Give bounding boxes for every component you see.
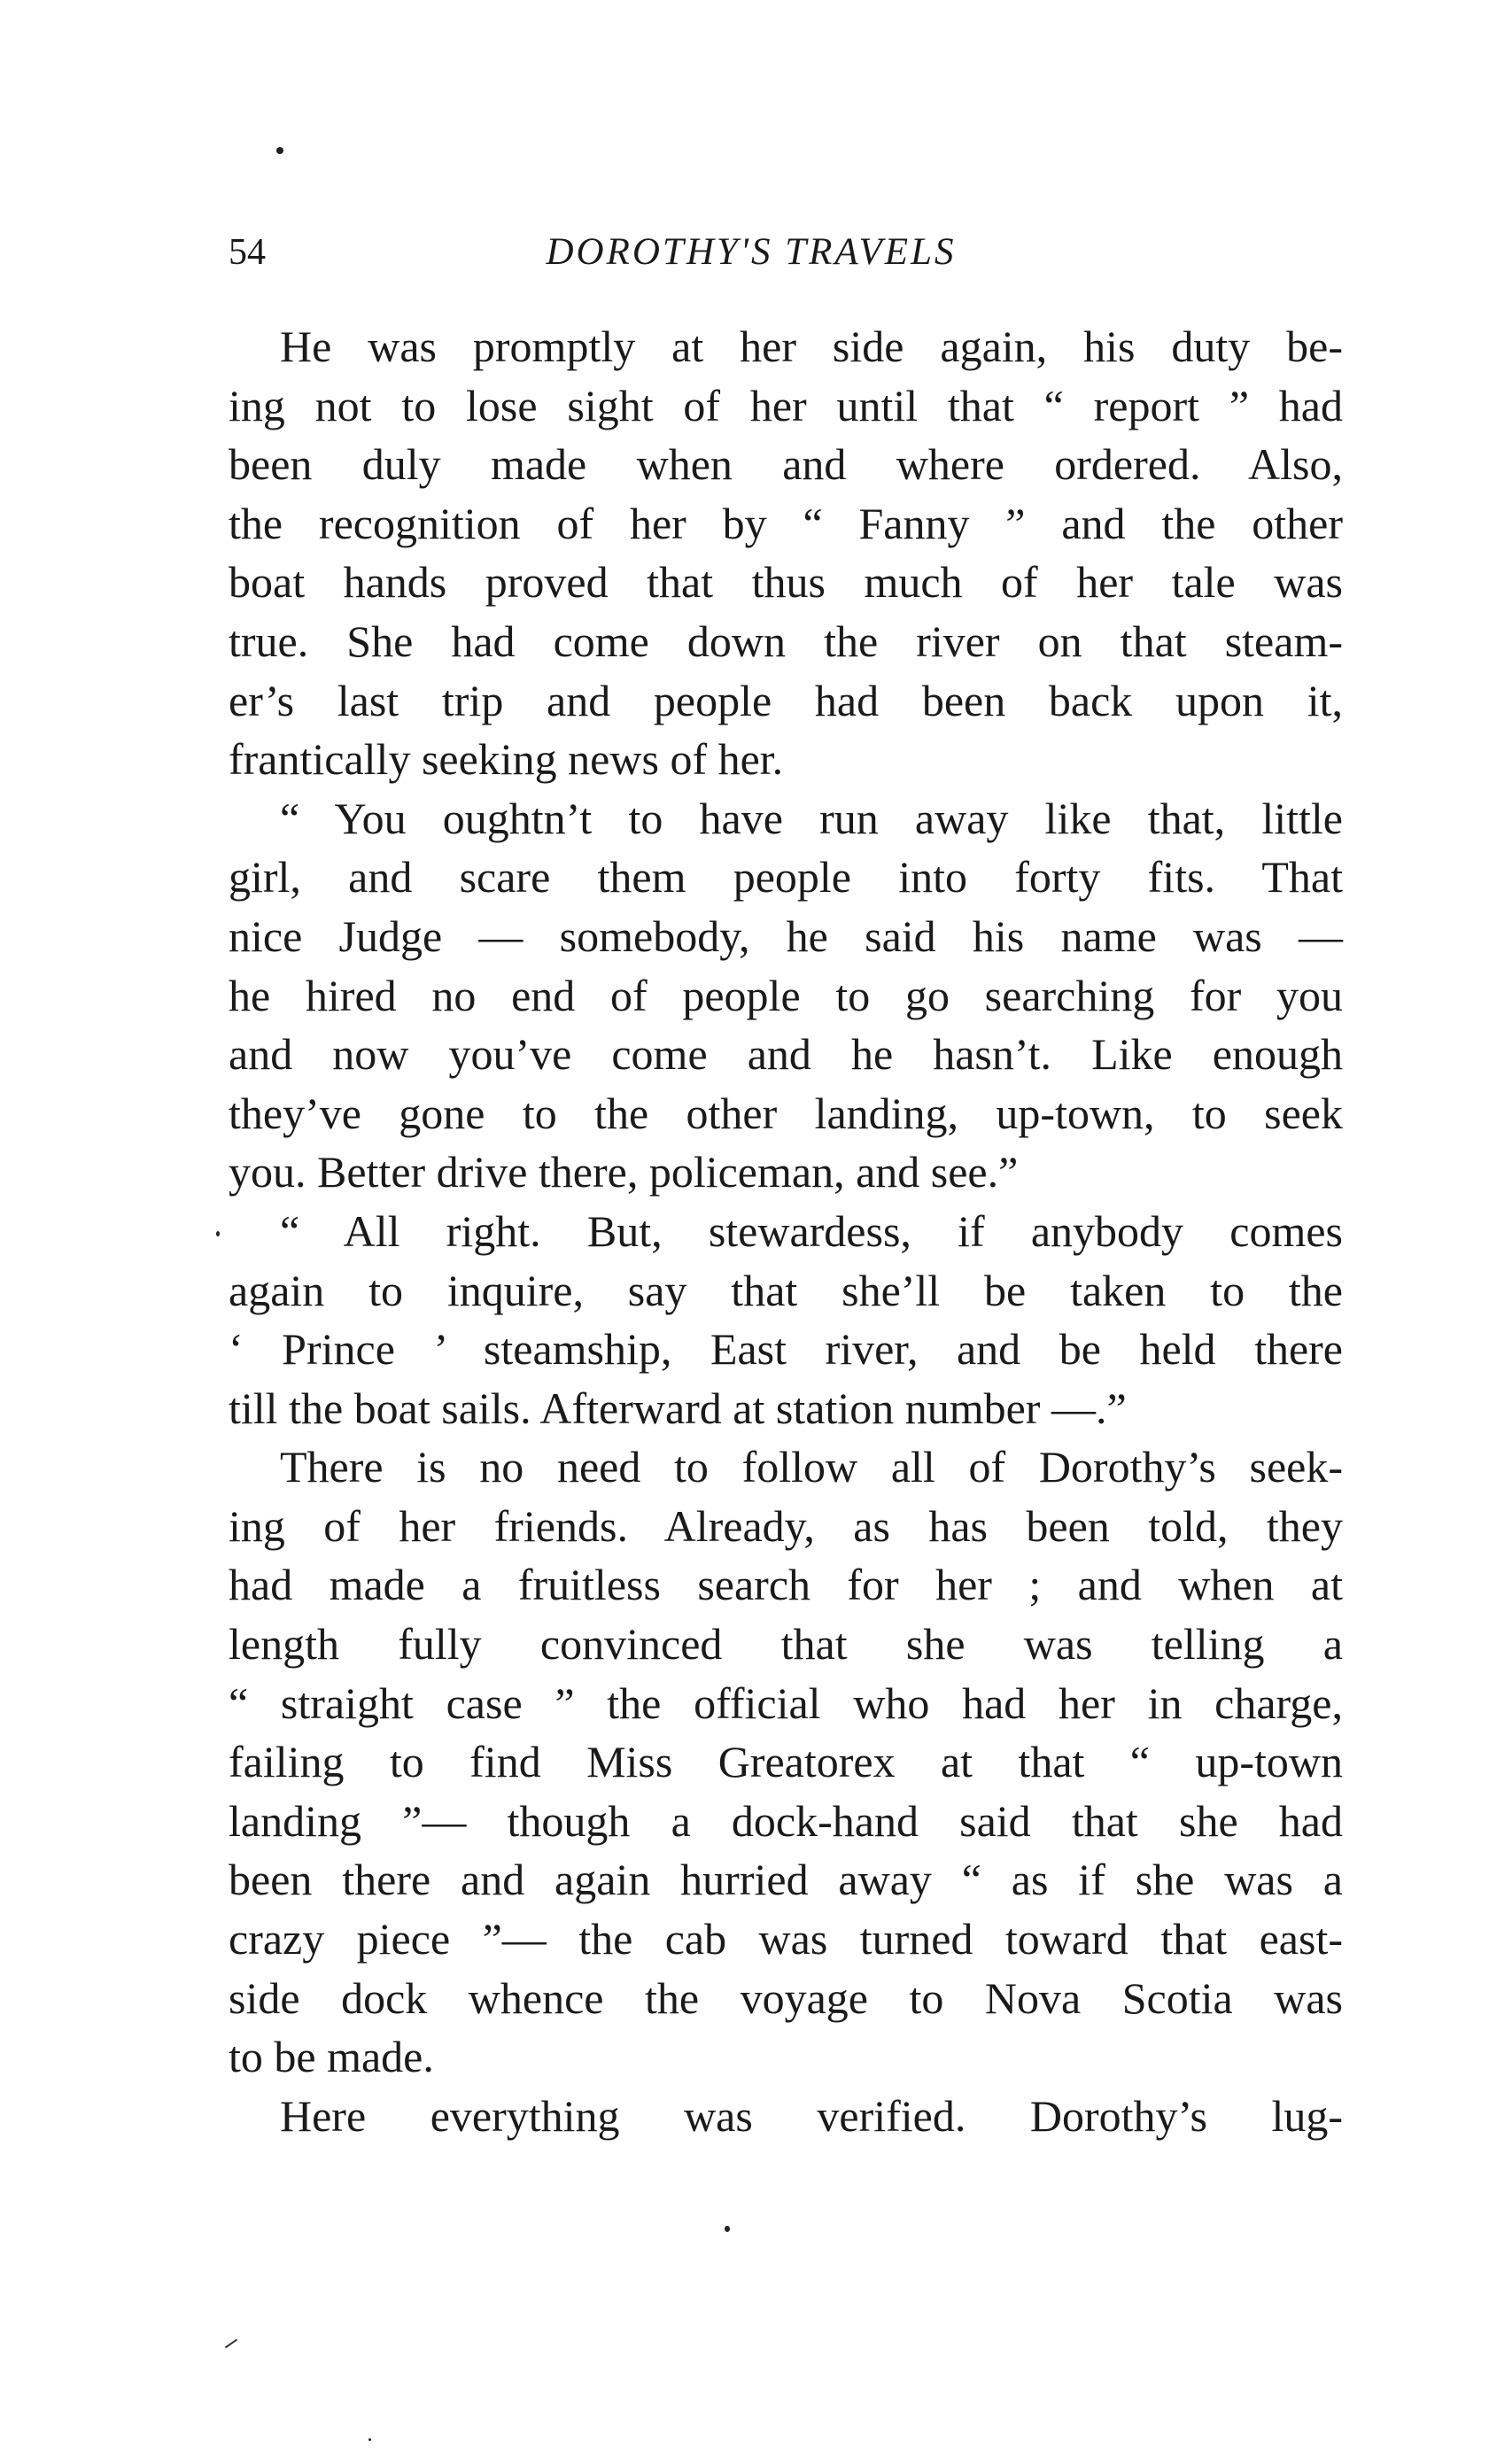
text-line: till the boat sails. Afterward at station number —.” [229,1383,1127,1433]
text-line: frantically seeking news of her. [229,734,784,785]
text-line: side dock whence the voyage to Nova Scotia was [229,1972,1343,2023]
text-line: been there and again hurried away “ as if she was a [229,1855,1343,1905]
text-line: He was promptly at her side again, his duty be- [280,322,1343,371]
text-line: length fully convinced that she was telling a [229,1619,1343,1670]
scan-speck [276,147,283,154]
text-line: to be made. [229,2032,434,2082]
text-line: There is no need to follow all of Dorothy’s seek- [280,1442,1343,1492]
scan-speck [725,2226,730,2232]
text-line: true. She had come down the river on that steam- [229,616,1343,666]
body-text [229,317,1343,2145]
text-line: er’s last trip and people had been back upon it, [229,675,1343,725]
scan-speck [368,2438,371,2441]
text-line: you. Better drive there, policeman, and see.” [229,1147,1019,1197]
text-line: had made a fruitless search for her ; and when at [229,1560,1343,1610]
text-line: nice Judge — somebody, he said his name was — [229,910,1343,961]
text-line: “ All right. But, stewardess, if anybody comes [280,1205,1343,1256]
text-line: girl, and scare them people into forty fits. That [229,852,1343,903]
text-line: Here everything was verified. Dorothy’s lug- [280,2090,1343,2141]
text-line: been duly made when and where ordered. Also, [229,439,1343,490]
text-line: ing of her friends. Already, as has been told, they [229,1500,1343,1551]
text-line: “ straight case ” the official who had her in charge, [229,1678,1343,1728]
page-header [229,221,1345,283]
text-line: ‘ Prince ’ steamship, East river, and be held there [229,1324,1343,1375]
text-line: the recognition of her by “ Fanny ” and the other [229,498,1343,548]
text-line: they’ve gone to the other landing, up-town, to seek [229,1088,1343,1138]
scan-speck [216,1231,220,1236]
text-line: he hired no end of people to go searching for you [229,970,1343,1020]
page-number: 54 [229,232,266,273]
text-line: ing not to lose sight of her until that “ report ” had [229,380,1343,430]
text-line: crazy piece ”— the cab was turned toward that east- [229,1914,1343,1964]
running-head: DOROTHY'S TRAVELS [546,231,957,273]
text-line: boat hands proved that thus much of her tale was [229,557,1343,608]
text-line: again to inquire, say that she’ll be taken to the [229,1265,1343,1315]
text-line: “ You oughtn’t to have run away like that, little [280,793,1343,843]
text-line: landing ”— though a dock-hand said that she had [229,1795,1343,1846]
scan-mark [225,2339,237,2349]
text-line: and now you’ve come and he hasn’t. Like enough [229,1029,1343,1080]
text-line: failing to find Miss Greatorex at that “ up-town [229,1737,1343,1787]
